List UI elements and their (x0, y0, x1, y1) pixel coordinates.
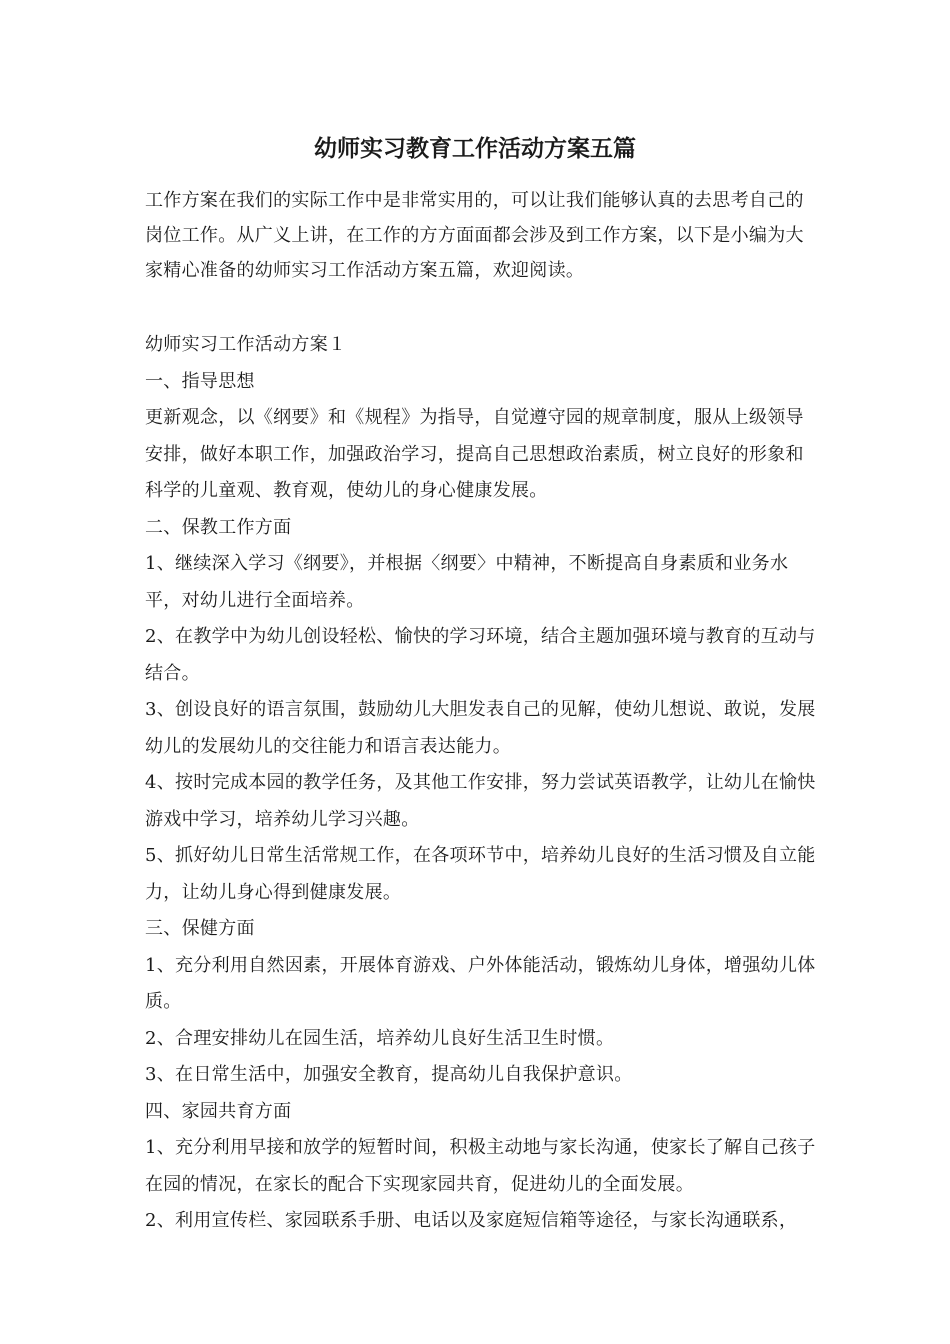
section-title: 幼师实习工作活动方案１ (145, 334, 347, 355)
paragraph: 1、继续深入学习《纲要》，并根据〈纲要〉中精神，不断提高自身素质和业务水平，对幼儿进行全面培养。 (145, 553, 789, 611)
heading-home-school: 四、家园共育方面 (145, 1100, 292, 1122)
heading-care-education: 二、保教工作方面 (145, 516, 292, 538)
heading-guiding-thought: 一、指导思想 (145, 370, 255, 392)
intro-text: 工作方案在我们的实际工作中是非常实用的，可以让我们能够认真的去思考自己的岗位工作。从广义上讲，在工作的方方面面都会涉及到工作方案，以下是小编为大家精心准备的幼师实习工作活动方案五篇，欢迎阅读。 (145, 190, 804, 281)
paragraph: 更新观念，以《纲要》和《规程》为指导，自觉遵守园的规章制度，服从上级领导安排，做好本职工作，加强政治学习，提高自己思想政治素质，树立良好的形象和科学的儿童观、教育观，使幼儿的身心健康发展。 (145, 407, 804, 501)
paragraph: 1、充分利用早接和放学的短暂时间，积极主动地与家长沟通，使家长了解自己孩子在园的情况，在家长的配合下实现家园共育，促进幼儿的全面发展。 (145, 1137, 816, 1195)
paragraph: 3、创设良好的语言氛围，鼓励幼儿大胆发表自己的见解，使幼儿想说、敢说，发展幼儿的发展幼儿的交往能力和语言表达能力。 (145, 699, 816, 757)
document-title: 幼师实习教育工作活动方案五篇 (314, 135, 636, 162)
document-body (145, 327, 817, 1240)
paragraph: 4、按时完成本园的教学任务，及其他工作安排，努力尝试英语教学，让幼儿在愉快游戏中学习，培养幼儿学习兴趣。 (145, 772, 816, 830)
paragraph: 2、合理安排幼儿在园生活，培养幼儿良好生活卫生时惯。 (145, 1027, 615, 1049)
heading-health-care: 三、保健方面 (145, 918, 255, 939)
paragraph: 2、利用宣传栏、家园联系手册、电话以及家庭短信箱等途径，与家长沟通联系， (145, 1210, 798, 1231)
paragraph: 2、在教学中为幼儿创设轻松、愉快的学习环境，结合主题加强环境与教育的互动与结合。 (145, 626, 816, 684)
intro-paragraph (145, 183, 810, 288)
paragraph: 3、在日常生活中，加强安全教育，提高幼儿自我保护意识。 (145, 1064, 633, 1085)
paragraph: 5、抓好幼儿日常生活常规工作，在各项环节中，培养幼儿良好的生活习惯及自立能力，让幼儿身心得到健康发展。 (145, 845, 816, 903)
paragraph: 1、充分利用自然因素，开展体育游戏、户外体能活动，锻炼幼儿身体，增强幼儿体质。 (145, 954, 816, 1012)
